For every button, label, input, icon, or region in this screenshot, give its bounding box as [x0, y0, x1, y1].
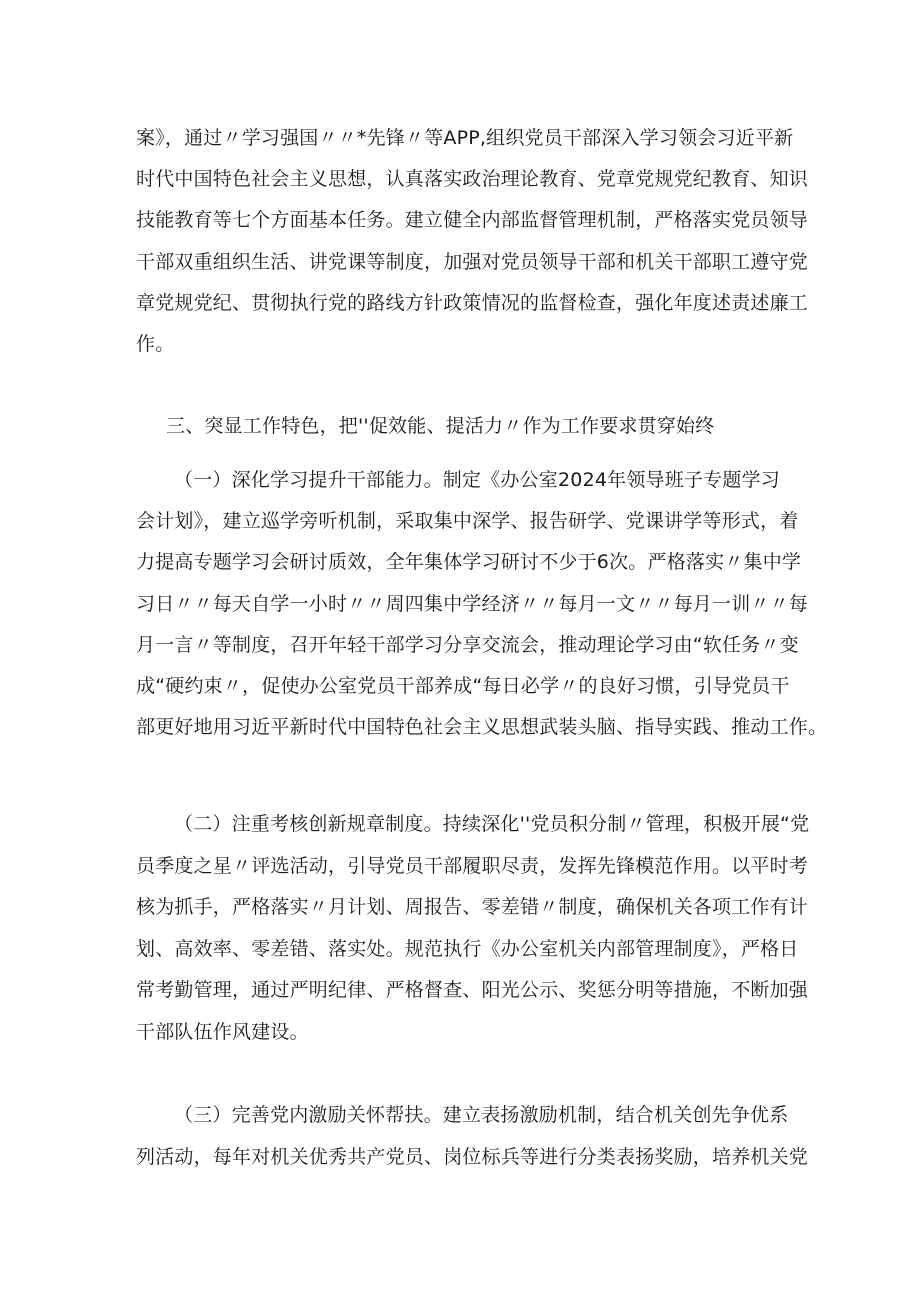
text-line: （一）深化学习提升干部能力。制定《办公室2024年领导班子专题学习 — [174, 469, 780, 491]
text-line: （三）完善党内激励关怀帮扶。建立表扬激励机制，结合机关创先争优系 — [174, 1104, 789, 1126]
text-line: 干部双重组织生活、讲党课等制度，加强对党员领导干部和机关干部职工遵守党 — [136, 250, 809, 273]
text-line: 月一言〃等制度，召开年轻干部学习分享交流会，推动理论学习由“软任务〃变 — [136, 633, 799, 656]
section-heading — [136, 406, 796, 447]
paragraph-study-ability — [136, 460, 828, 748]
heading-text: 三、突显工作特色，把''促效能、提活力〃作为工作要求贯穿始终 — [166, 415, 715, 437]
text-line: 案》，通过〃学习强国〃〃*先锋〃等APP,组织党员干部深入学习领会习近平新 — [136, 127, 794, 149]
paragraph-party-education — [136, 118, 809, 365]
paragraph-incentives — [136, 1094, 809, 1178]
text-line: 时代中国特色社会主义思想，认真落实政治理论教育、党章党规党纪教育、知识 — [136, 168, 809, 191]
text-line: 常考勤管理，通过严明纪律、严格督查、阳光公示、奖惩分明等措施，不断加强 — [136, 979, 809, 1001]
text-line: 会计划》，建立巡学旁听机制，采取集中深学、报告研学、党课讲学等形式，着 — [136, 510, 799, 533]
text-line: 划、高效率、零差错、落实处。规范执行《办公室机关内部管理制度》，严格日 — [136, 937, 799, 960]
text-line: 干部队伍作风建设。 — [136, 1020, 309, 1043]
text-line: 成“硬约束〃，促使办公室党员干部养成“每日必学〃的良好习惯，引导党员干 — [136, 674, 790, 697]
text-line: 章党规党纪、贯彻执行党的路线方针政策情况的监督检查，强化年度述责述廉工 — [136, 291, 809, 314]
text-line: 部更好地用习近平新时代中国特色社会主义思想武装头脑、指导实践、推动工作。 — [136, 716, 828, 739]
text-line: 力提高专题学习会研讨质效，全年集体学习研讨不少于6次。严格落实〃集中学 — [136, 551, 802, 574]
text-line: （二）注重考核创新规章制度。持续深化''党员积分制〃管理，积极开展“党 — [174, 813, 810, 835]
text-line: 作。 — [136, 332, 175, 355]
text-line: 核为抓手，严格落实〃月计划、周报告、零差错〃制度，确保机关各项工作有计 — [136, 896, 809, 918]
paragraph-assessment — [136, 804, 810, 1053]
text-line: 技能教育等七个方面基本任务。建立健全内部监督管理机制，严格落实党员领导 — [136, 209, 809, 232]
text-line: 习日〃〃每天自学一小时〃〃周四集中学经济〃〃每月一文〃〃每月一训〃〃每 — [136, 592, 809, 615]
text-line: 员季度之星〃评选活动，引导党员干部履职尽责，发挥先锋模范作用。以平时考 — [136, 854, 809, 877]
text-line: 列活动，每年对机关优秀共产党员、岗位标兵等进行分类表扬奖励，培养机关党 — [136, 1146, 809, 1168]
